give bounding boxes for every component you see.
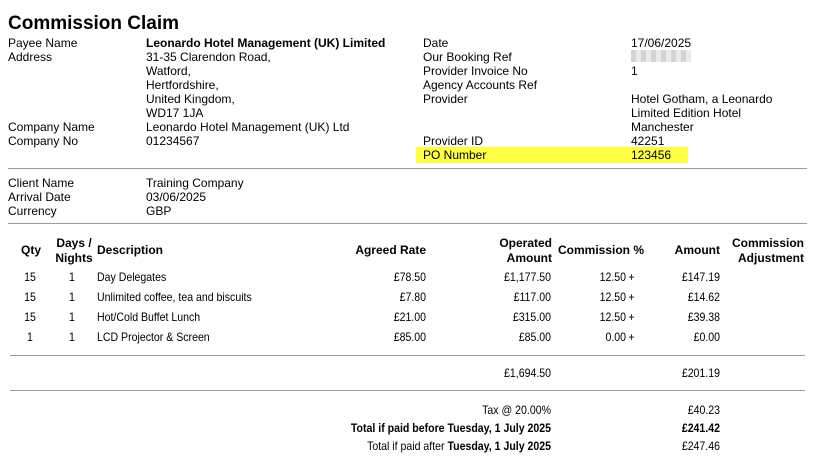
col-days-2: Nights (55, 251, 93, 265)
col-adjustment-1: Commission (731, 236, 804, 250)
date-label: Date (423, 36, 449, 50)
row-sign: + (628, 330, 635, 344)
paid-after-label (287, 439, 551, 453)
provider-line-2: Limited Edition Hotel (631, 106, 742, 120)
provider-line-3: Manchester (631, 120, 694, 134)
row-operated: £85.00 (518, 330, 551, 344)
address-line-1: 31-35 Clarendon Road, (146, 50, 271, 64)
row-days: 1 (69, 310, 75, 324)
provider-id-value: 42251 (631, 134, 665, 148)
tax-value: £40.23 (687, 403, 720, 417)
provider-line-1: Hotel Gotham, a Leonardo (631, 92, 773, 106)
address-line-5: WD17 1JA (146, 106, 204, 120)
arrival-date-label: Arrival Date (8, 190, 71, 204)
row-sign: + (628, 290, 635, 304)
row-commission: 12.50 (599, 290, 626, 304)
row-commission: 0.00 (605, 330, 626, 344)
row-agreed-rate: £21.00 (393, 310, 426, 324)
client-name-label: Client Name (8, 176, 75, 190)
row-description: Unlimited coffee, tea and biscuits (97, 290, 252, 304)
row-amount: £0.00 (693, 330, 720, 344)
paid-before-label: Total if paid before Tuesday, 1 July 2025 (350, 421, 551, 435)
address-line-3: Hertfordshire, (146, 78, 219, 92)
row-description: Day Delegates (97, 270, 167, 284)
currency-value: GBP (146, 204, 172, 218)
paid-after-date: Tuesday, 1 July 2025 (447, 439, 551, 453)
operated-total: £1,694.50 (504, 366, 551, 380)
row-qty: 15 (24, 310, 36, 324)
paid-after-value: £247.46 (681, 439, 720, 453)
row-description: Hot/Cold Buffet Lunch (97, 310, 201, 324)
row-agreed-rate: £85.00 (393, 330, 426, 344)
col-agreed-rate: Agreed Rate (355, 243, 426, 257)
date-value: 17/06/2025 (631, 36, 692, 50)
row-days: 1 (69, 290, 75, 304)
provider-id-label: Provider ID (423, 134, 484, 148)
company-name: Leonardo Hotel Management (UK) Ltd (146, 120, 350, 134)
row-agreed-rate: £7.80 (399, 290, 426, 304)
provider-label: Provider (423, 92, 468, 106)
divider (8, 168, 807, 169)
provider-invoice-label: Provider Invoice No (423, 64, 528, 78)
po-number-value: 123456 (631, 148, 672, 162)
row-qty: 1 (27, 330, 33, 344)
divider (10, 390, 805, 391)
row-operated: £1,177.50 (504, 270, 551, 284)
paid-before-value: £241.42 (681, 421, 720, 435)
col-operated-1: Operated (499, 236, 552, 250)
amount-total: £201.19 (681, 366, 720, 380)
row-operated: £117.00 (513, 290, 551, 304)
client-name: Training Company (146, 176, 244, 190)
page-title: Commission Claim (8, 13, 180, 34)
row-description: LCD Projector & Screen (97, 330, 210, 344)
row-sign: + (628, 310, 635, 324)
agency-accounts-label: Agency Accounts Ref (423, 78, 538, 92)
row-amount: £147.19 (681, 270, 720, 284)
row-agreed-rate: £78.50 (393, 270, 426, 284)
booking-ref-label: Our Booking Ref (423, 50, 512, 64)
col-days-1: Days / (56, 236, 92, 250)
payee-name: Leonardo Hotel Management (UK) Limited (146, 36, 386, 50)
col-qty: Qty (21, 243, 42, 257)
arrival-date: 03/06/2025 (146, 190, 207, 204)
col-operated-2: Amount (506, 251, 552, 265)
divider (8, 223, 807, 224)
address-line-2: Watford, (146, 64, 191, 78)
row-amount: £39.38 (687, 310, 720, 324)
payee-name-label: Payee Name (8, 36, 78, 50)
po-number-label: PO Number (423, 148, 487, 162)
row-qty: 15 (24, 270, 36, 284)
address-line-4: United Kingdom, (146, 92, 235, 106)
row-commission: 12.50 (599, 270, 626, 284)
paid-after-prefix: Total if paid after (367, 439, 448, 453)
col-commission-pct: Commission % (558, 243, 645, 257)
row-operated: £315.00 (512, 310, 551, 324)
row-sign: + (628, 270, 635, 284)
company-name-label: Company Name (8, 120, 95, 134)
company-no: 01234567 (146, 134, 200, 148)
address-label: Address (8, 50, 53, 64)
col-description: Description (97, 243, 164, 257)
row-qty: 15 (24, 290, 36, 304)
divider (10, 355, 805, 356)
booking-ref-redacted (631, 50, 691, 62)
provider-invoice-value: 1 (631, 64, 638, 78)
row-amount: £14.62 (687, 290, 720, 304)
row-days: 1 (69, 330, 75, 344)
company-no-label: Company No (8, 134, 79, 148)
col-adjustment-2: Adjustment (738, 251, 804, 265)
col-amount: Amount (674, 243, 720, 257)
currency-label: Currency (8, 204, 57, 218)
tax-label: Tax @ 20.00% (482, 403, 551, 417)
row-days: 1 (69, 270, 75, 284)
row-commission: 12.50 (599, 310, 626, 324)
